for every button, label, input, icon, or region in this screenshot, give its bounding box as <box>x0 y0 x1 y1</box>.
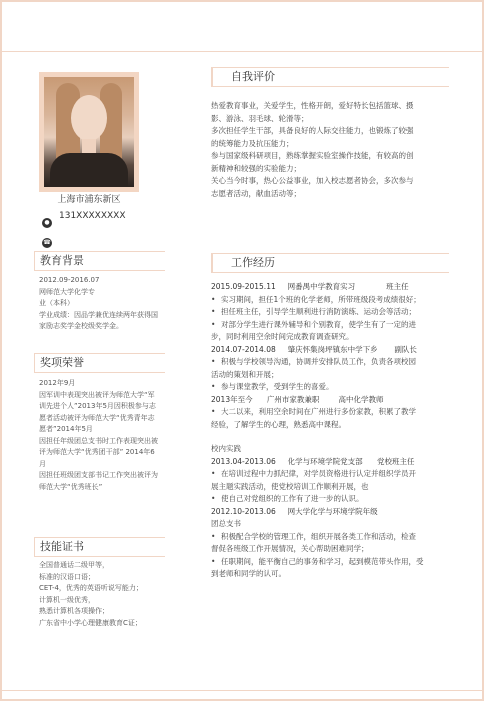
phone-number: 131XXXXXXXX <box>59 211 126 221</box>
experience-bullet: • 积极配合学校的管理工作，组织开展各类工作和活动，检查 <box>211 531 457 544</box>
profile-photo-frame <box>39 72 139 192</box>
spacer <box>211 431 457 443</box>
education-line: 2012.09-2016.07 <box>39 276 100 284</box>
award-line: 2012年9月 <box>39 379 76 387</box>
experience-bullet: • 担任班主任，引导学生顺利进行消防演练、运动会等活动； <box>211 306 457 319</box>
award-line: 因担任班级团支部书记工作突出被评为 <box>39 471 158 479</box>
award-line: 愿者活动被评为师范大学“优秀青年志 <box>39 413 155 422</box>
self-eval-title-text: 自我评价 <box>231 70 275 83</box>
self-eval-line: 热爱教育事业，关爱学生，性格开朗，爱好特长包括篮球、摄 <box>211 101 414 110</box>
experience-line: 校内实践 <box>211 444 241 453</box>
experience-bullet: • 参与课堂教学，受到学生的喜爱。 <box>211 381 457 394</box>
skill-line: CET-4，优秀的英语听说写能力； <box>39 584 143 592</box>
section-title-self-eval <box>211 67 449 87</box>
award-line: 因担任年级团总支书时工作表现突出被 <box>39 436 158 445</box>
experience-bullet: • 在培训过程中力抓纪律，对学员资格进行认定并组织学员开 <box>211 468 457 481</box>
skill-line: 广东省中小学心理健康教育C证； <box>39 618 142 627</box>
award-line: 月 <box>39 459 46 468</box>
experience-header: 2015.09-2015.11 网番禺中学教育实习 班主任 <box>211 282 409 291</box>
work-title-text: 工作经历 <box>231 256 275 269</box>
education-content <box>39 275 169 333</box>
experience-line: 督促各班级工作开展情况，关心帮助困难同学； <box>211 544 369 553</box>
experience-line: 展主题实践活动，使党校培训工作顺利开展，也 <box>211 481 369 491</box>
award-line: 评为师范大学“优秀团干部” 2014年6 <box>39 448 155 456</box>
experience-header: 2013年至今 广州市家教兼职 高中化学教师 <box>211 394 384 404</box>
self-eval-line: 参与国家级科研项目，熟练掌握实验室操作技能，有较高的创 <box>211 151 414 160</box>
section-title-education: 教育背景 <box>35 251 165 271</box>
skill-line: 计算机一级优秀， <box>39 595 95 604</box>
skill-line: 熟悉计算机各项操作； <box>39 607 109 615</box>
self-eval-content <box>211 100 457 200</box>
section-title-awards: 奖项荣誉 <box>35 353 165 373</box>
award-line: 愿者”2014年5月 <box>39 425 93 433</box>
experience-header: 2014.07-2014.08 肇庆怀集岗坪镇东中学下乡 副队长 <box>211 344 417 354</box>
education-line: 家励志奖学金校级奖学金。 <box>39 322 123 330</box>
experience-bullet: • 积极与学校领导沟通，协调并安排队员工作，负责各项校园 <box>211 356 457 369</box>
experience-line: 步，同时利用空余时间完成教育调查研究。 <box>211 332 354 341</box>
self-eval-line: 的统筹能力及抗压能力； <box>211 138 294 148</box>
self-eval-line: 新精神和较强的实验能力； <box>211 163 301 173</box>
self-eval-line: 关心当今时事，热心公益事业，加入校志愿者协会，多次参与 <box>211 176 414 185</box>
profile-photo <box>44 77 134 187</box>
section-title-work <box>211 253 449 273</box>
experience-bullet: • 使自己对党组织的工作有了进一步的认识。 <box>211 493 457 506</box>
education-line: 业（本科） <box>39 299 74 307</box>
experience-line: 团总支书 <box>211 519 241 528</box>
award-line: 因军训中表现突出被评为师范大学“军 <box>39 390 155 399</box>
section-title-skills: 技能证书 <box>35 537 165 557</box>
experience-line: 到老师和同学的认可。 <box>211 569 286 578</box>
education-line: 学业成绩：因品学兼优连续两年获得国 <box>39 310 158 319</box>
skill-line: 全国普通话二级甲等， <box>39 561 109 569</box>
work-content <box>211 281 457 581</box>
experience-bullet: • 实习期间，担任1个班的化学老师，所带班级段考成绩很好； <box>211 294 457 307</box>
award-line: 训先进个人”2013年5月因积极参与志 <box>39 402 156 410</box>
experience-header: 2012.10-2013.06 网大学化学与环境学院年级 <box>211 506 378 516</box>
self-eval-line: 多次担任学生干部，具备良好的人际交往能力，也锻炼了较强 <box>211 126 414 135</box>
experience-bullet: • 大二以来，利用空余时间在广州进行多份家教，积累了教学 <box>211 406 457 419</box>
experience-line: 活动的策划和开展； <box>211 369 279 379</box>
location-text: 上海市浦东新区 <box>57 195 121 205</box>
experience-header: 2013.04-2013.06 化学与环境学院党支部 党校班主任 <box>211 456 415 466</box>
skill-line: 标准的汉语口语； <box>39 572 95 581</box>
experience-bullet: • 对部分学生进行课外辅导和个别教育，使学生有了一定的进 <box>211 319 457 332</box>
header-band <box>2 2 482 52</box>
awards-content <box>39 378 169 493</box>
experience-line: 经验，了解学生的心理，熟悉高中课程。 <box>211 419 346 429</box>
experience-bullet: • 任职期间，能平衡自己的事务和学习，起到模范带头作用，受 <box>211 556 457 569</box>
location-pin-icon: ● <box>42 218 52 228</box>
skills-content <box>39 560 169 629</box>
award-line: 师范大学“优秀班长” <box>39 482 103 491</box>
self-eval-line: 志愿者活动，献血活动等； <box>211 188 301 198</box>
education-line: 网师范大学化学专 <box>39 287 95 296</box>
phone-icon: ☎ <box>43 239 51 246</box>
footer-line <box>2 690 482 691</box>
self-eval-line: 影、游泳、羽毛球、轮滑等； <box>211 113 309 123</box>
